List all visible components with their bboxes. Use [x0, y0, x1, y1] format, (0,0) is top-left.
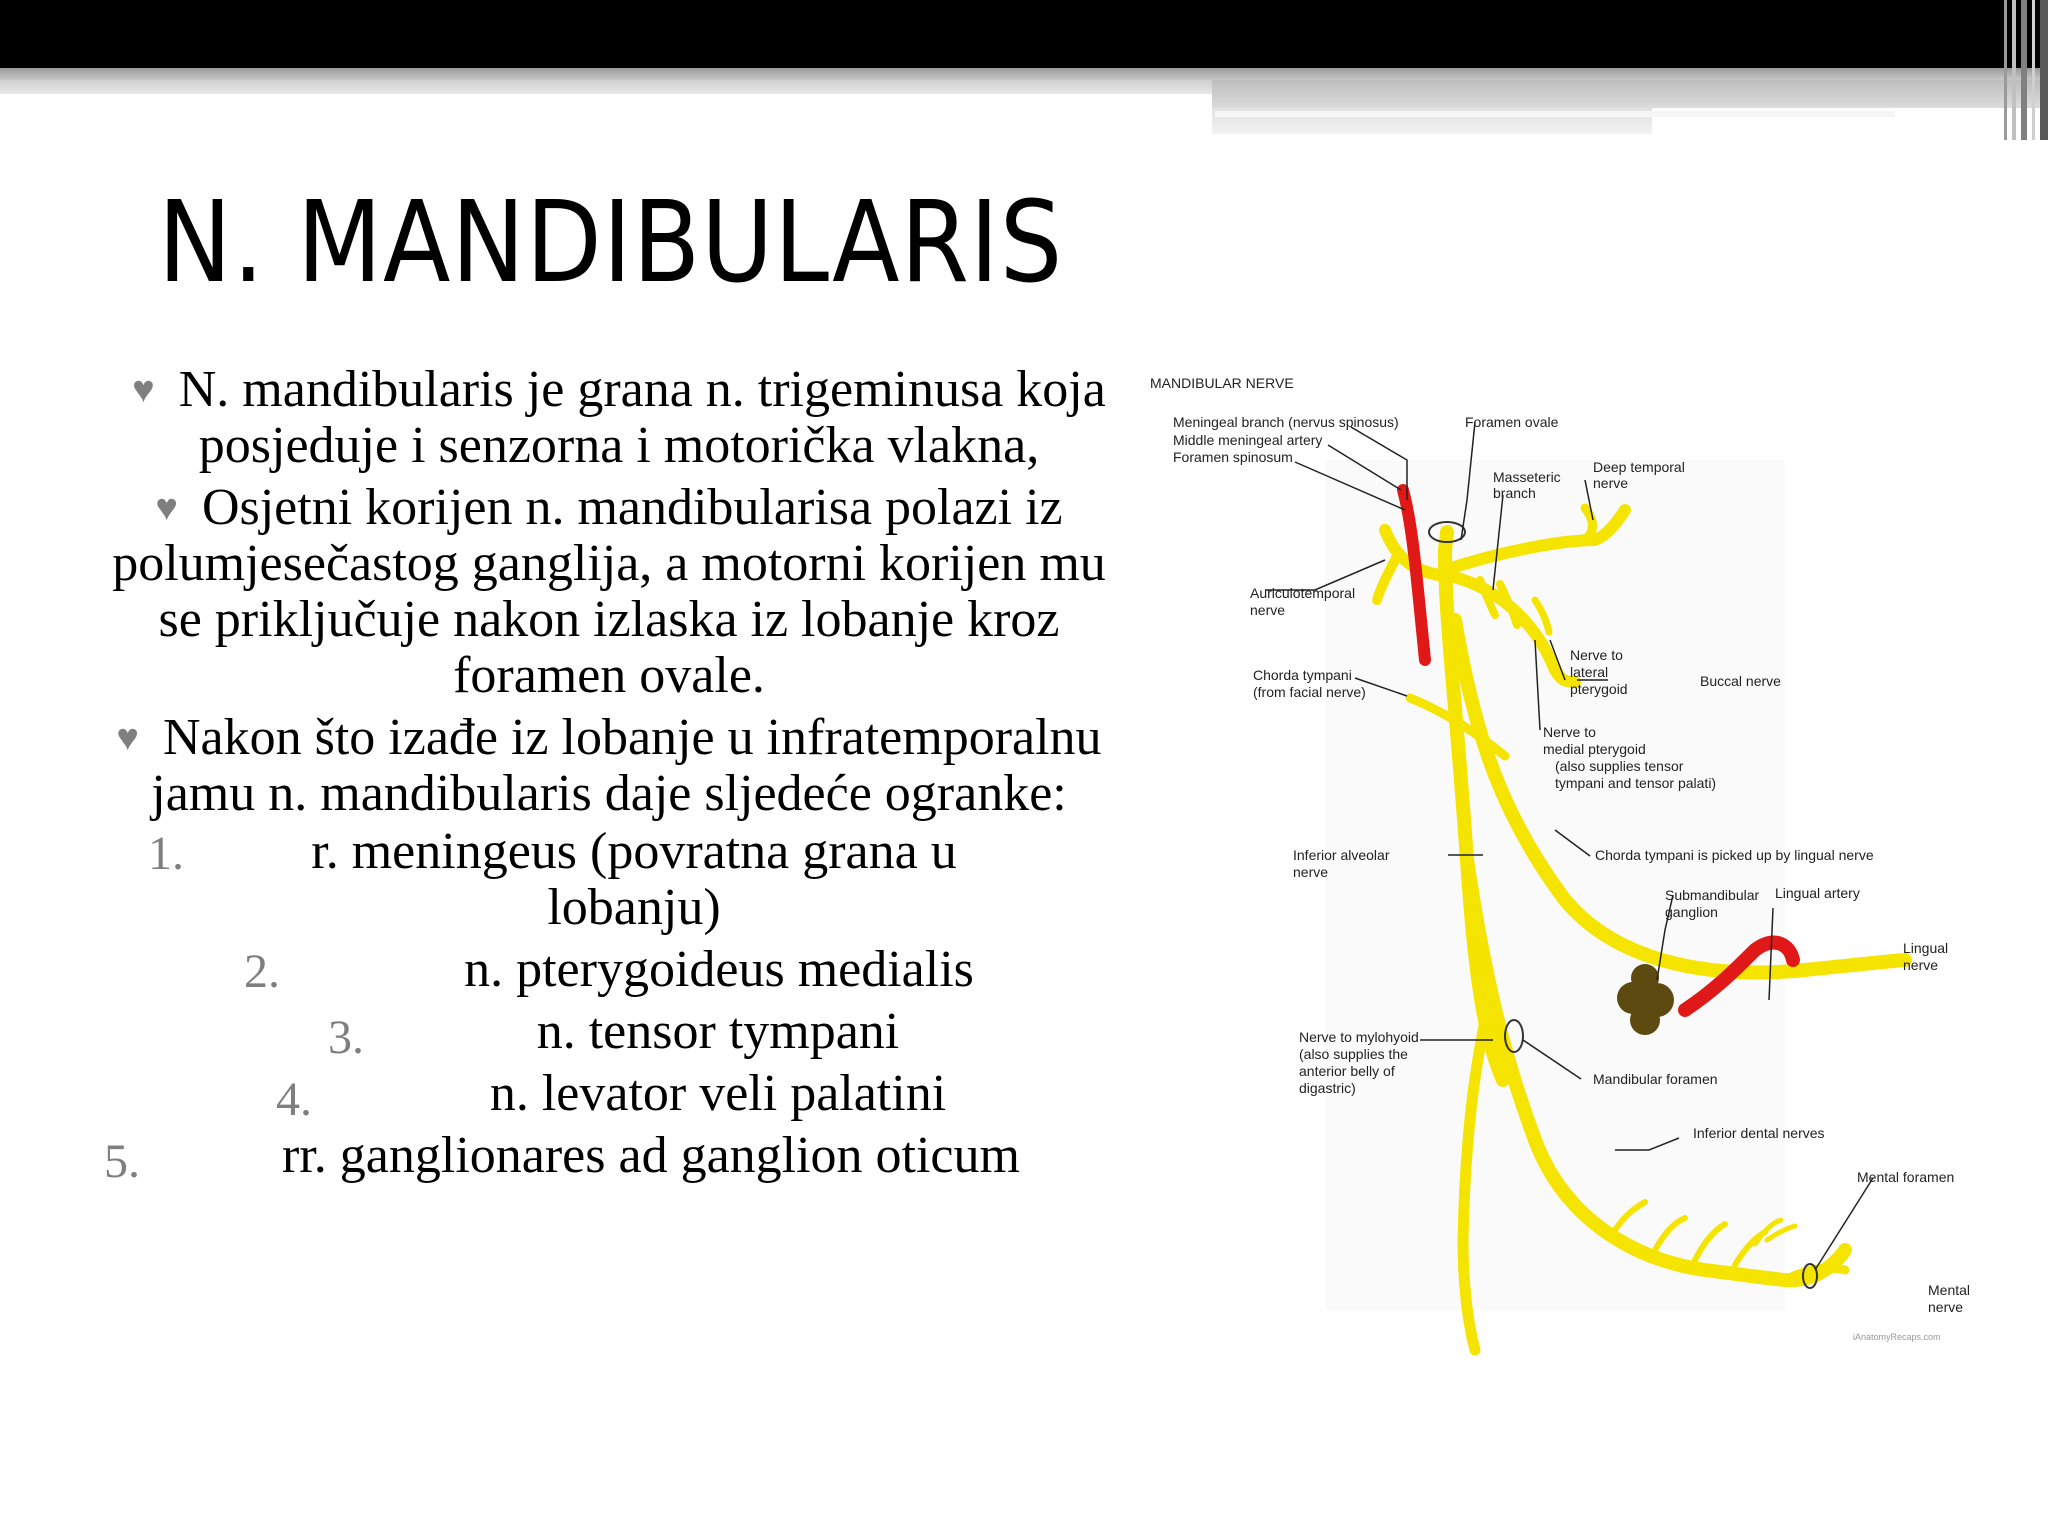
item-number: 3. [328, 1011, 364, 1064]
label-medial-pterygoid: (also supplies tensor [1555, 758, 1684, 774]
item-text: n. pterygoideus medialis [464, 941, 974, 998]
label-medial-pterygoid: medial pterygoid [1543, 741, 1646, 757]
heart-icon: ♥ [132, 369, 155, 411]
label-meningeal-branch: Meningeal branch (nervus spinosus) [1173, 414, 1399, 430]
header-stripe [0, 68, 2048, 80]
item-number: 1. [148, 827, 184, 880]
label-middle-meningeal-artery: Middle meningeal artery [1173, 432, 1323, 448]
label-deep-temporal: Deep temporal [1593, 459, 1685, 475]
heart-icon: ♥ [116, 717, 139, 759]
label-foramen-spinosum: Foramen spinosum [1173, 449, 1293, 465]
label-mylohyoid: anterior belly of [1299, 1063, 1395, 1079]
label-submandibular-ganglion: Submandibular [1665, 887, 1760, 903]
label-mental-foramen: Mental foramen [1857, 1169, 1955, 1185]
label-mental-nerve: Mental [1928, 1282, 1971, 1298]
bullet-paragraph [100, 480, 1118, 704]
header-stripe [1212, 80, 2048, 108]
diagram-credit: iAnatomyRecaps.com [1853, 1332, 1941, 1342]
numbered-item [100, 1003, 1118, 1064]
bullet-paragraph [100, 362, 1118, 474]
item-number: 4. [276, 1073, 312, 1126]
header-stripe [1215, 111, 1895, 117]
label-chorda-picked-up: Chorda tympani is picked up by lingual nerve [1595, 847, 1874, 863]
slide-content [100, 361, 1118, 1188]
bullet-text: Osjetni korijen n. mandibularisa polazi iz polumjesečastog ganglija, a motorni korijen mu se priključuje nakon izlaska iz lobanje kroz foramen ovale. [112, 479, 1106, 704]
label-lateral-pterygoid: pterygoid [1570, 681, 1628, 697]
label-lingual-nerve: Lingual [1903, 940, 1949, 956]
label-mylohyoid: (also supplies the [1299, 1046, 1408, 1062]
label-chorda-tympani: (from facial nerve) [1253, 684, 1366, 700]
mandibular-nerve-diagram [1145, 360, 1995, 1360]
header-stripe [0, 80, 1215, 94]
item-number: 5. [104, 1135, 140, 1188]
label-inferior-alveolar: nerve [1293, 864, 1329, 880]
numbered-item [100, 942, 1118, 998]
bullet-paragraph [100, 710, 1118, 822]
right-edge-bars [1988, 0, 2048, 140]
label-mandibular-foramen: Mandibular foramen [1593, 1071, 1718, 1087]
label-mental-nerve: nerve [1928, 1299, 1964, 1315]
label-mylohyoid: Nerve to mylohyoid [1299, 1029, 1419, 1045]
item-text: n. levator veli palatini [489, 1065, 947, 1122]
label-mylohyoid: digastric) [1299, 1080, 1356, 1096]
label-auriculotemporal: Auriculotemporal [1250, 585, 1356, 601]
label-buccal-nerve: Buccal nerve [1700, 673, 1781, 689]
label-medial-pterygoid: Nerve to [1543, 724, 1596, 740]
label-lateral-pterygoid: Nerve to [1570, 647, 1623, 663]
item-number: 2. [244, 945, 280, 998]
numbered-item [100, 1127, 1118, 1188]
nerve-illustration [1145, 360, 1995, 1360]
bullet-text: Nakon što izađe iz lobanje u infratemporalnu jamu n. mandibularis daje sljedeće ogranke: [151, 709, 1102, 822]
label-inferior-alveolar: Inferior alveolar [1293, 847, 1390, 863]
slide-title: N. MANDIBULARIS [158, 178, 1064, 308]
label-masseteric: branch [1493, 485, 1536, 501]
label-lingual-nerve: nerve [1903, 957, 1939, 973]
label-masseteric: Masseteric [1493, 469, 1561, 485]
item-text: n. tensor tympani [536, 1003, 900, 1060]
item-text: r. meningeus (povratna grana u lobanju) [311, 823, 957, 936]
top-black-bar [0, 0, 2048, 68]
numbered-item [100, 1065, 1118, 1126]
label-auriculotemporal: nerve [1250, 602, 1286, 618]
heart-icon: ♥ [155, 487, 178, 529]
label-deep-temporal: nerve [1593, 475, 1629, 491]
label-lingual-artery: Lingual artery [1775, 885, 1860, 901]
label-lateral-pterygoid: lateral [1570, 664, 1609, 680]
label-submandibular-ganglion: ganglion [1665, 904, 1718, 920]
label-medial-pterygoid: tympani and tensor palati) [1555, 775, 1717, 791]
bullet-text: N. mandibularis je grana n. trigeminusa koja posjeduje i senzorna i motorička vlakna, [178, 361, 1106, 474]
label-chorda-tympani: Chorda tympani [1253, 667, 1352, 683]
diagram-title: MANDIBULAR NERVE [1150, 375, 1294, 391]
numbered-item [100, 824, 1118, 936]
label-inferior-dental-nerves: Inferior dental nerves [1693, 1125, 1825, 1141]
label-foramen-ovale: Foramen ovale [1465, 414, 1559, 430]
item-text: rr. ganglionares ad ganglion oticum [282, 1127, 1020, 1184]
